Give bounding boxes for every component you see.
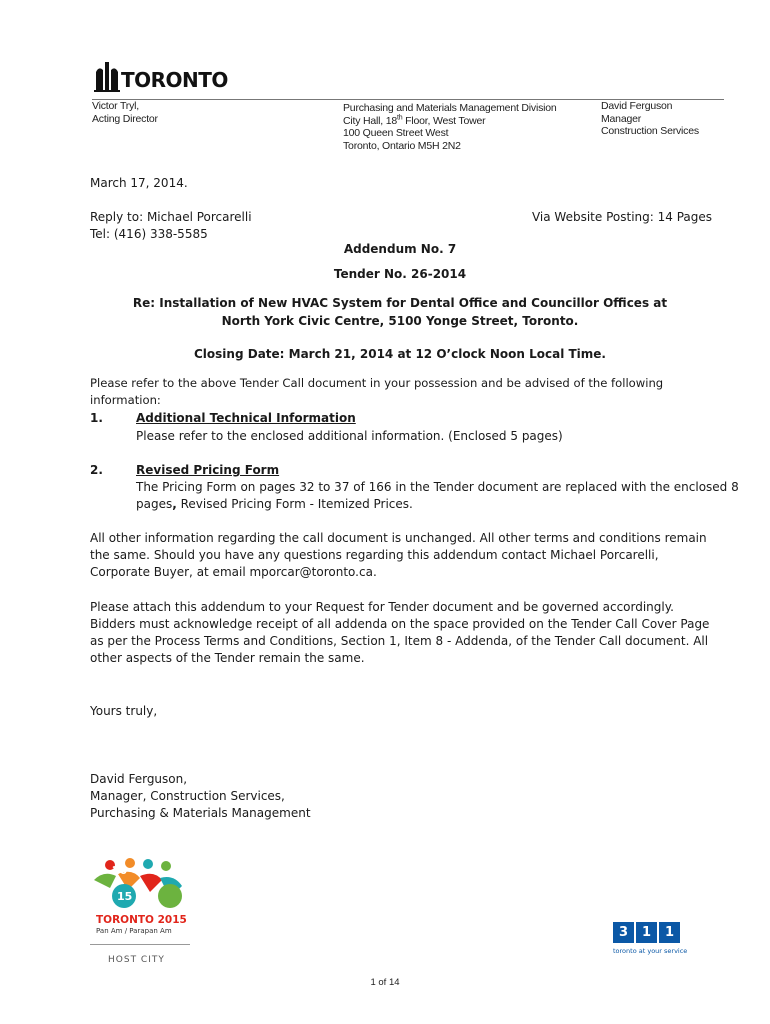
service-tiles — [613, 922, 713, 943]
manager-dept: Construction Services — [601, 125, 699, 137]
panam-title: TORONTO 2015 — [96, 914, 187, 926]
division-name: Purchasing and Materials Management Division — [343, 102, 557, 114]
panam-subtitle: Pan Am / Parapan Am — [96, 927, 172, 935]
letter-date: March 17, 2014. — [90, 176, 188, 190]
signature-title: Manager, Construction Services, — [90, 789, 285, 803]
toronto-311-logo — [613, 922, 713, 955]
item-1-number: 1. — [90, 411, 103, 425]
item-2-body-1: The Pricing Form on pages 32 to 37 of 166 in the Tender document are replaced with the enclosed 8 — [136, 480, 739, 494]
signature-dept: Purchasing & Materials Management — [90, 806, 311, 820]
addendum-number: Addendum No. 7 — [343, 242, 457, 256]
manager-name: David Ferguson — [601, 100, 673, 112]
manager-title: Manager — [601, 112, 642, 125]
re-line-2: North York Civic Centre, 5100 Yonge Street, Toronto. — [221, 314, 579, 328]
panam-digits-right: 15 — [117, 890, 133, 903]
panam-logo — [90, 858, 190, 968]
panam-digits-left: 20 — [112, 864, 128, 877]
signature-name: David Ferguson, — [90, 772, 188, 786]
service-tagline: toronto at your service — [613, 947, 688, 955]
closing-date: Closing Date: March 21, 2014 at 12 O’clock Noon Local Time. — [194, 347, 606, 361]
telephone: Tel: (416) 338-5585 — [90, 227, 208, 241]
tile-digit-3: 1 — [659, 922, 680, 943]
header-center — [343, 102, 557, 152]
page-number: 1 of 14 — [370, 977, 400, 988]
tile-digit-2: 1 — [636, 922, 657, 943]
panam-divider — [90, 944, 190, 945]
logo-wordmark: TORONTO — [121, 68, 228, 92]
via-website: Via Website Posting: 14 Pages — [531, 210, 712, 224]
tender-number: Tender No. 26-2014 — [333, 267, 467, 281]
re-line-1: Re: Installation of New HVAC System for Dental Office and Councillor Offices at — [132, 296, 668, 310]
address-line-3: 100 Queen Street West — [343, 127, 449, 139]
paragraph-unchanged: All other information regarding the call document is unchanged. All other terms and conditions remain the same. Should you have any questions regarding this addendum contact Michael Porcarelli, Corporate Buyer, at email mporcar@toronto.ca. — [90, 531, 707, 579]
panam-figures-icon — [90, 858, 190, 914]
reply-to: Reply to: Michael Porcarelli — [90, 210, 252, 224]
item-1-body: Please refer to the enclosed additional information. (Enclosed 5 pages) — [136, 429, 563, 443]
director-title: Acting Director — [92, 112, 158, 125]
paragraph-attach: Please attach this addendum to your Request for Tender document and be governed accordingly. Bidders must acknowledge receipt of all addenda on the space provided on the Tender Call Cover Page as per the Process Terms and Conditions, Section 1, Item 8 - Addenda, of the Tender Call document. All other aspects of the Tender remain the same. — [90, 600, 710, 665]
item-2-title: Revised Pricing Form — [136, 463, 280, 477]
yours-truly: Yours truly, — [90, 704, 158, 718]
host-city-label: HOST CITY — [108, 955, 165, 965]
director-name: Victor Tryl, — [92, 100, 139, 112]
address-line-4: Toronto, Ontario M5H 2N2 — [343, 139, 461, 152]
city-hall-icon — [94, 60, 120, 92]
header-left — [92, 100, 158, 125]
item-2-number: 2. — [90, 463, 103, 477]
intro-text: Please refer to the above Tender Call document in your possession and be advised of the following information: — [90, 376, 664, 407]
signature-block — [90, 771, 311, 822]
address-line-2: City Hall, 18th Floor, West Tower — [343, 114, 486, 127]
item-1-title: Additional Technical Information — [136, 411, 356, 425]
tile-digit-1: 3 — [613, 922, 634, 943]
header-right — [601, 100, 699, 138]
item-2-body-2: pages, Revised Pricing Form - Itemized Prices. — [136, 497, 413, 511]
